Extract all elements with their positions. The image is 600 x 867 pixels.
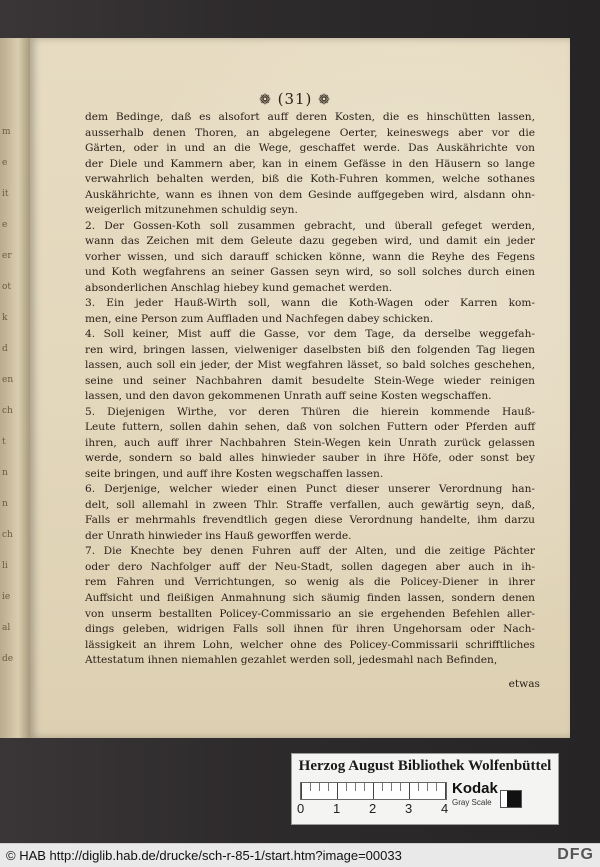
gray-scale-label: Gray Scale — [452, 798, 492, 807]
left-page-text-fragment: e — [2, 220, 8, 230]
text-line: Gärten, oder in und an die Wege, geschaffet werde. Das Auskährichte von — [85, 142, 535, 155]
left-page-text-fragment: en — [2, 375, 14, 385]
text-line: Leute futtern, sollen dahin sehen, daß von solchen Futtern oder Pferden auff — [85, 421, 535, 434]
text-line: Auffsicht und fleißigen Anmahnung sich säumig finden lassen, sondern denen — [85, 591, 535, 604]
text-line: dem Bedinge, daß es alsofort auff deren Kosten, die es hinschütten lassen, — [85, 111, 535, 123]
ruler-minor-tick — [364, 783, 365, 791]
left-page-text-fragment: ot — [2, 282, 12, 292]
ruler-major-tick — [409, 783, 410, 799]
text-line: delt, soll allemahl in zween Thlr. Straffe verfallen, auch gewärtig seyn, daß, — [85, 498, 535, 511]
left-page-text-fragment: er — [2, 251, 12, 261]
left-page-text-fragment: ch — [2, 406, 13, 416]
left-page-text-fragment: li — [2, 561, 8, 571]
text-line: seine und seiner Nachbahren damit besudelte Stein-Wege wieder reinigen — [85, 374, 535, 387]
ruler-minor-tick — [436, 783, 437, 791]
page-number-text: (31) — [277, 90, 313, 108]
text-line: wann das Zeichen mit dem Geleute dazu gegeben wird, und damit ein jeder — [85, 235, 535, 248]
ruler-minor-tick — [355, 783, 356, 791]
left-page-text-fragment: it — [2, 189, 9, 199]
ruler-number: 4 — [441, 801, 449, 816]
ruler-minor-tick — [328, 783, 329, 791]
ornament-left-icon: ❁ — [259, 92, 272, 108]
text-line: ausserhalb denen Thoren, an abgelegene Oerter, keineswegs aber vor die — [85, 126, 535, 139]
ruler-minor-tick — [346, 783, 347, 791]
ruler-minor-tick — [418, 783, 419, 791]
left-page-text-fragment: ie — [2, 592, 11, 602]
text-line: dings geleben, widrigen Falls soll ihnen für ihren Ungehorsam oder Nach- — [85, 623, 535, 636]
text-line: verwahrlich behalten werden, biß die Koth-Fuhren kommen, welche sothanes — [85, 173, 535, 186]
text-line: 5. Diejenigen Wirthe, vor deren Thüren die hierein kommende Hauß- — [85, 405, 535, 418]
kodak-brand: Kodak — [452, 780, 498, 797]
left-page-text-fragment: m — [2, 127, 11, 137]
left-page-edge — [0, 38, 30, 738]
text-line: lassen, auch soll ein jeder, der Mist wegfahren lässet, so bald solches geschehen, — [85, 359, 535, 372]
left-page-text-fragment: de — [2, 654, 14, 664]
left-page-text-fragment: n — [2, 468, 8, 478]
ruler-number: 1 — [333, 801, 341, 816]
footer-copyright-link[interactable]: © HAB http://diglib.hab.de/drucke/sch-r-85-1/start.htm?image=00033 — [6, 848, 402, 863]
library-name: Herzog August Bibliothek Wolfenbüttel — [298, 758, 552, 774]
left-page-text-fragment: ch — [2, 530, 13, 540]
left-page-text-fragment: k — [2, 313, 8, 323]
ruler-minor-tick — [382, 783, 383, 791]
text-line: 4. Soll keiner, Mist auff die Gasse, vor dem Tage, da derselbe weggefah- — [85, 328, 535, 341]
ruler-major-tick — [445, 783, 446, 799]
text-line: der Diele und Kammern aber, kan in einem Gefässe in den Häusern so lange — [85, 157, 535, 170]
text-line: seite bringen, und auff ihre Kosten wegschaffen lassen. — [85, 467, 384, 480]
text-line: weigerlich mitzunehmen schuldig seyn. — [85, 204, 298, 217]
text-line: absonderlichen Anschlag hiebey kund gemachet werden. — [85, 281, 393, 294]
ruler-minor-tick — [400, 783, 401, 791]
text-line: oder dero Nachfolger auff der Neu-Stadt, sollen dagegen aber auch in ih- — [85, 560, 535, 573]
ruler-minor-tick — [427, 783, 428, 791]
footer-bar — [0, 843, 600, 867]
page-body-text — [85, 110, 535, 669]
ruler-minor-tick — [391, 783, 392, 791]
text-line: ihren, auch auff ihrer Nachbahren Stein-Wegen kein Unrath zurück gelassen — [85, 436, 535, 449]
text-line: ren wird, bringen lassen, vielweniger daselbsten biß den folgenden Tag liegen — [85, 343, 535, 356]
text-line: 7. Die Knechte bey denen Fuhren auff der Alten, und die zeitige Pächter — [85, 545, 535, 558]
text-line: lassen, und den davon gekommenen Unrath auff seine Kosten wegschaffen. — [85, 390, 492, 403]
ornament-right-icon: ❁ — [318, 92, 331, 108]
book-page — [30, 38, 570, 738]
left-page-text-fragment: n — [2, 499, 8, 509]
ruler-numbers — [297, 801, 450, 819]
left-page-text-fragment: e — [2, 158, 8, 168]
ruler-major-tick — [301, 783, 302, 799]
text-line: vorher wissen, und sich darauff schicken könne, wann die Reyhe des Fegens — [85, 250, 535, 263]
left-page-text-fragment: al — [2, 623, 11, 633]
kodak-ruler-scale — [300, 782, 447, 800]
text-line: lässigkeit an ihrem Lohn, welcher ohne des Policey-Commissarii schrifftliches — [85, 638, 535, 651]
ruler-number: 0 — [297, 801, 305, 816]
ruler-major-tick — [373, 783, 374, 799]
library-label — [291, 753, 559, 825]
ruler-minor-tick — [319, 783, 320, 791]
ruler-minor-tick — [310, 783, 311, 791]
text-line: Attestatum ihnen niemahlen gezahlet werden soll, jedesmahl nach Befinden, — [85, 654, 498, 667]
ruler-number: 3 — [405, 801, 413, 816]
left-page-text-fragment: t — [2, 437, 6, 447]
text-line: werde, sondern so bald alles hinwieder sauber in ihre Höfe, oder sonst bey — [85, 452, 535, 465]
text-line: von unserm bestallten Policey-Commissario an sie ergehenden Befehlen aller- — [85, 607, 535, 620]
left-page-text-fragment: d — [2, 344, 8, 354]
dfg-logo: DFG — [557, 846, 594, 863]
gray-scale-swatch — [500, 790, 522, 808]
page-number — [240, 90, 350, 108]
text-line: 2. Der Gossen-Koth soll zusammen gebracht, und überall gefeget werden, — [85, 219, 535, 232]
text-line: Auskährichte, wann es ihnen von dem Gesinde auffgegeben wird, alsdann ohn- — [85, 188, 535, 201]
text-line: Falls er mehrmahls frevendtlich gegen diese Verordnung handelte, ihm darzu — [85, 514, 535, 527]
ruler-major-tick — [337, 783, 338, 799]
catchword: etwas — [508, 678, 540, 690]
text-line: und Koth wegfahrens an seiner Gassen seyn wird, so soll solches durch einen — [85, 266, 535, 279]
text-line: der Unrath hinwieder ins Hauß geworffen werde. — [85, 529, 352, 542]
text-line: men, eine Person zum Auffladen und Nachfegen dabey schicken. — [85, 312, 434, 325]
text-line: 3. Ein jeder Hauß-Wirth soll, wann die Koth-Wagen oder Karren kom- — [85, 297, 535, 310]
text-line: rem Fahren und Verrichtungen, so wenig als die Policey-Diener in ihrer — [85, 576, 535, 589]
text-line: 6. Derjenige, welcher wieder einen Punct dieser unserer Verordnung han- — [85, 483, 535, 496]
ruler-number: 2 — [369, 801, 377, 816]
